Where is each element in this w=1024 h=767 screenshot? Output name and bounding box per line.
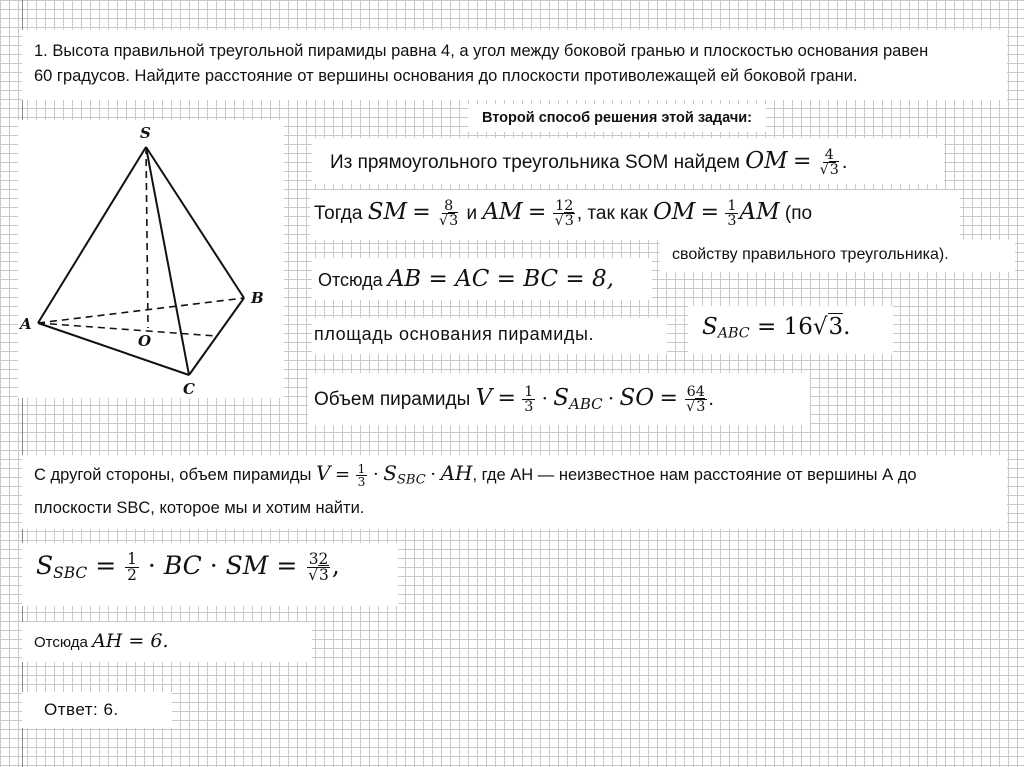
method-title: Второй способ решения этой задачи:: [481, 110, 752, 126]
om-numerator: 4: [824, 147, 834, 164]
pyramid-svg: [18, 120, 284, 398]
label-C: C: [183, 380, 195, 398]
other-s-sub: SBC: [397, 472, 426, 488]
because-words: , так как: [576, 203, 648, 224]
answer-box: [22, 692, 172, 728]
volume-result-num: 64: [686, 384, 705, 401]
volume-s: S: [553, 385, 569, 411]
other-ah: AH: [440, 461, 473, 485]
conclusion-word: Отсюда: [34, 634, 88, 651]
om-denominator-radicand: 3: [829, 162, 839, 179]
step-volume: Объем пирамиды V = $\frac{1}{3}$ · $S_{ABC}$ · SO = $\frac{64}{√3}$ .: [308, 373, 810, 425]
pyramid-diagram: [18, 120, 284, 398]
sbc-result-radicand: 3: [319, 566, 329, 584]
sides-equation: AB = AC = BC = 8,: [387, 266, 614, 292]
answer-text: Ответ: 6.: [44, 700, 119, 719]
step-conclusion: [22, 622, 312, 662]
other-frac-num: 1: [357, 462, 366, 477]
other-volume-text: С другой стороны, объем пирамиды: [34, 466, 312, 484]
edge-SA: [38, 147, 146, 323]
step-tohda: Тогда: [314, 203, 363, 224]
volume-so: SO: [619, 385, 655, 411]
other-volume-text-2: , где AH — неизвестное нам расстояние от вершины А до: [472, 466, 917, 484]
ah-result: AH = 6.: [92, 630, 169, 652]
task-line-2: 60 градусов. Найдите расстояние от вершины основания до плоскости противолежащей ей боковой грани.: [34, 67, 858, 85]
method-title-box: [468, 104, 766, 132]
step-sides: [312, 258, 652, 300]
step-sbc-area: $S_{SBC}$ = $\frac{1}{2}$ · BC · SM = $\frac{32}{√3}$ ,: [22, 543, 398, 606]
step-base-area-formula: $S_{ABC} = 16√3$.: [688, 306, 893, 354]
height-SO: [146, 147, 148, 328]
am-radicand: 3: [564, 213, 574, 230]
po-word: (по: [784, 203, 813, 224]
sbc-bc: BC: [163, 551, 202, 580]
step-om-text: Из прямоугольного треугольника SOM найдем: [330, 152, 740, 173]
other-volume-var: V: [315, 461, 331, 485]
label-B: B: [251, 289, 264, 307]
sbc-s: S: [36, 551, 54, 580]
am-var-2: AM: [739, 199, 780, 225]
and-word: и: [466, 203, 478, 224]
volume-frac-den: 3: [524, 399, 534, 416]
otsyuda-word: Отсюда: [318, 270, 383, 290]
s-abc-sub: ABC: [717, 325, 750, 342]
edge-AB-hidden: [38, 298, 244, 323]
third-denominator: 3: [727, 213, 737, 230]
s-abc-radicand: 3: [828, 314, 844, 340]
step-sm-am: Тогда SM = $\frac{8}{√3}$ и AM = $\frac{12}{√3}$ , так как OM = $\frac{1}{3}$ AM (по: [310, 190, 960, 240]
edge-AC: [38, 323, 189, 375]
om-var: OM: [745, 148, 788, 174]
other-frac-den: 3: [357, 475, 366, 490]
step-base-area-label: [312, 318, 667, 354]
task-line-1: 1. Высота правильной треугольной пирамиды равна 4, а угол между боковой гранью и плоскостью основания равен: [34, 42, 929, 60]
other-s: S: [383, 461, 397, 485]
sbc-frac-den: 2: [127, 566, 137, 584]
property-text: свойству правильного треугольника).: [672, 246, 949, 263]
volume-s-sub: ABC: [568, 394, 603, 413]
step-om: Из прямоугольного треугольника SOM найдем OM = $\frac{4}{√3}$ .: [312, 138, 944, 184]
sbc-frac-num: 1: [127, 549, 137, 568]
volume-text: Объем пирамиды: [314, 389, 471, 410]
label-S: S: [140, 124, 151, 142]
other-volume-line-2: плоскости SBC, которое мы и хотим найти.: [34, 499, 365, 517]
task-statement: [22, 30, 1007, 100]
s-abc-value: = 16: [757, 314, 813, 340]
base-area-text: площадь основания пирамиды.: [314, 324, 595, 344]
volume-var: V: [475, 385, 493, 411]
am-numerator: 12: [555, 198, 574, 215]
step-property: [660, 240, 1015, 272]
volume-frac-num: 1: [524, 384, 534, 401]
median-AM: [38, 323, 216, 336]
sm-var: SM: [367, 199, 408, 225]
am-var: AM: [482, 199, 523, 225]
sm-radicand: 3: [449, 213, 459, 230]
om-var-2: OM: [652, 199, 696, 225]
sbc-sm: SM: [225, 551, 269, 580]
sm-numerator: 8: [444, 198, 454, 215]
edge-CB: [189, 298, 244, 375]
label-A: A: [20, 315, 32, 333]
label-O: O: [138, 332, 152, 350]
s-abc-var: S: [702, 314, 718, 340]
third-numerator: 1: [727, 198, 737, 215]
volume-result-radicand: 3: [696, 399, 706, 416]
step-other-volume: С другой стороны, объем пирамиды V = $\frac{1}{3}$ · $S_{SBC}$ · AH, где AH — неизвестное нам расстояние от вершины А до плоскости SBC, которое мы и хотим найти.: [22, 455, 1007, 529]
sbc-sub: SBC: [53, 563, 88, 582]
sbc-result-num: 32: [308, 549, 329, 568]
